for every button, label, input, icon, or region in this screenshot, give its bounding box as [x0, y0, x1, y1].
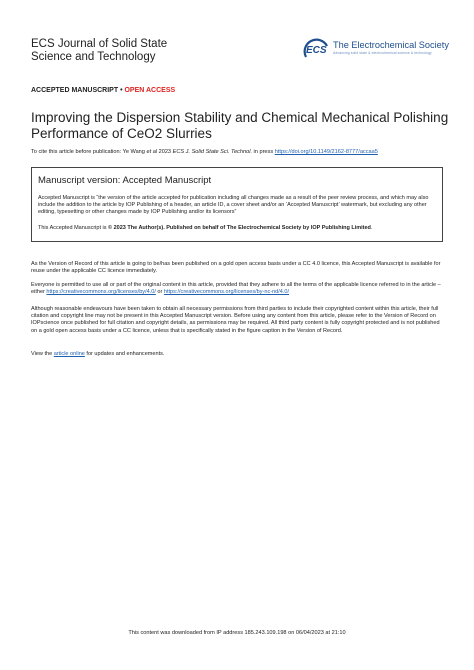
citation-journal: ECS J. Solid State Sci. Technol. [172, 149, 252, 155]
accepted-manuscript-definition: Accepted Manuscript is “the version of the article accepted for publication including all changes made as a result of the peer review process, and which may also include the addition to the article by IOP Publishing of a header, an article ID, a cover sheet and/or an ‘Accepted Manuscript’ watermark, but excluding any other editing, typesetting or other changes made by IOP Publishing and/or its licensors” [38, 195, 429, 216]
view-tail: for updates and enhancements. [84, 351, 165, 357]
journal-name [31, 38, 167, 64]
manuscript-version-heading: Manuscript version: Accepted Manuscript [38, 175, 212, 186]
article-title: Improving the Dispersion Stability and Chemical Mechanical Polishing Performance of CeO2 Slurries [31, 110, 449, 141]
ecs-logo-mark-icon [303, 38, 331, 60]
copyright-end: . [370, 225, 373, 231]
citation-year: 2023 [157, 149, 173, 155]
view-online-paragraph [31, 351, 446, 358]
society-name: The Electrochemical Society [333, 40, 449, 50]
copyright-holder: © 2023 The Author(s). Published on behalf of The Electrochemical Society by IOP Publishing Limited [108, 225, 371, 231]
journal-name-line1: ECS Journal of Solid State [31, 38, 168, 50]
accepted-label: ACCEPTED MANUSCRIPT [31, 87, 119, 94]
third-party-paragraph: Although reasonable endeavours have been taken to obtain all necessary permissions from third parties to include their copyrighted content within this article, their full citation and copyright line may not be present in this Accepted Manuscript version. Before using any content from this article, please refer to the Version of Record on IOPscience once published for full citation and copyright details, as permissions may be required. All third party content is fully copyright protected and is not published on a gold open access basis under a CC licence, unless that is specifically stated in the figure caption in the Version of Record. [31, 306, 440, 334]
reuse-paragraph [31, 282, 446, 296]
ecs-logo[interactable] [303, 38, 453, 62]
manuscript-status [31, 87, 175, 94]
doi-link[interactable]: https://doi.org/10.1149/2162-8777/accaa5 [274, 149, 378, 155]
citation-etal: et al [146, 149, 158, 155]
society-tagline: Advancing solid state & electrochemical science & technology [333, 51, 432, 55]
journal-name-line2: Science and Technology [31, 51, 156, 63]
status-separator: • [118, 87, 125, 94]
copyright-lead: This Accepted Manuscript is [38, 225, 109, 231]
reuse-or: or [155, 289, 164, 296]
article-online-link[interactable]: article online [53, 351, 85, 357]
cc-by-nc-nd-link[interactable]: https://creativecommons.org/licenses/by-nc-nd/4.0/ [163, 289, 290, 296]
download-footer: This content was downloaded from IP address 185.243.109.198 on 06/04/2023 at 21:10 [128, 630, 346, 636]
open-access-label: OPEN ACCESS [124, 87, 176, 94]
reuse-lead: Everyone is permitted to use all or part of the original content in this article, provided that they adhere to all the terms of the applicable licence referred to in the article – either [31, 282, 441, 296]
view-lead: View the [31, 351, 54, 357]
cc-by-link[interactable]: https://creativecommons.org/licenses/by/4.0/ [46, 289, 156, 296]
citation-tail: in press [252, 149, 275, 155]
licence-paragraph: As the Version of Record of this article is going to be/has been published on a gold open access basis under a CC 4.0 licence, this Accepted Manuscript is available for reuse under the applicable CC licence immediately. [31, 261, 441, 275]
citation-lead: To cite this article before publication: Ye Wang [31, 149, 147, 155]
logo-mark-text: ECS [306, 45, 327, 56]
citation-line [31, 149, 451, 155]
copyright-statement [38, 225, 438, 231]
